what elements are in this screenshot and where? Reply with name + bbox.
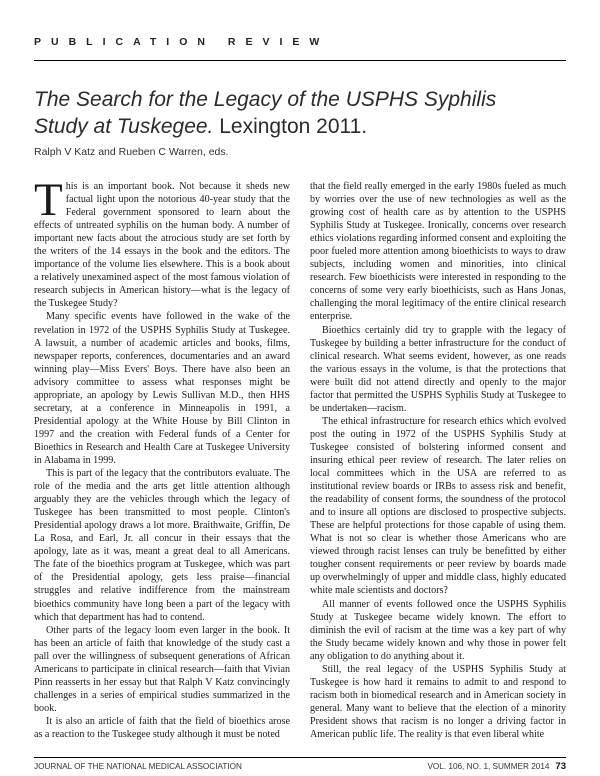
section-label: PUBLICATION REVIEW <box>34 36 330 48</box>
drop-cap: T <box>34 174 63 226</box>
header-rule <box>34 60 566 61</box>
body-paragraph: It is also an article of faith that the field of bioethics arose as a reaction to the Tuskegee study although it must be noted <box>34 715 290 740</box>
article-authors: Ralph V Katz and Rueben C Warren, eds. <box>34 146 229 158</box>
body-paragraph: This is part of the legacy that the contributors evaluate. The role of the media and the arts get little attention although arguably they are the vehicles through which the legacy of Tuskegee has been transmitted to most people. Clinton's Presidential apology draws a lot more. Braithwaite, Griffin, De La Rosa, and Earl, Jr. all concur in their essays that the apology, late as it was, meant a great deal to all Americans. The fate of the bioethics program at Tuskegee, which was part of the Presidential apology, gets less praise—financial struggles and relative indifference from the mainstream bioethics community have long been a part of the legacy with which that department has had to contend. <box>34 468 290 623</box>
body-paragraph: Many specific events have followed in the wake of the revelation in 1972 of the USPHS Syphilis Study at Tuskegee. A lawsuit, a number of academic articles and books, films, newspaper reports, conferences, documentaries and an award winning play—Miss Evers' Boys. There have also been an advisory committee to assess what responses might be appropriate, an apology by Lewis Sullivan M.D., then HHS secretary, at a conference in Minneapolis in 1991, a Presidential apology at the White House by Bill Clinton in 1997 and the creation with Federal funds of a Center for Bioethics in Research and Health Care at Tuskegee University in Alabama in 1999. <box>34 311 290 466</box>
footer-rule <box>34 757 566 758</box>
body-paragraph <box>34 174 290 310</box>
body-paragraph: Still, the real legacy of the USPHS Syphilis Study at Tuskegee is how hard it remains to admit to and respond to racism both in biomedical research and in American society in general. Many want to believe that the election of a minority President shows that racism is no longer a driving factor in American public life. The reality is that even liberal white <box>310 663 566 740</box>
body-paragraph: that the field really emerged in the early 1980s fueled as much by worries over the use of new technologies as well as the growing cost of health care as by attention to the USPHS Syphilis Study at Tuskegee. Ironically, concerns over research ethics violations regarding informed consent and exploiting the poor fueled more attention among bioethicists to ways to draw subjects, including women and minorities, into clinical research. Few bioethicists were interested in responding to the concerns of some very early bioethicists, such as Hans Jonas, challenging the moral legitimacy of the entire clinical research enterprise. <box>310 181 566 323</box>
page-number: 73 <box>555 761 566 772</box>
footer-issue-info <box>427 761 566 772</box>
body-paragraph: Bioethics certainly did try to grapple with the legacy of Tuskegee by building a better infrastructure for the conduct of clinical research. What seems evident, however, as one reads the various essays in the volume, is that the protections that were built did not attend directly and openly to the major factor that permitted the USPHS Syphilis Study at Tuskegee to be undertaken—racism. <box>310 324 566 414</box>
article-title <box>34 86 554 140</box>
body-paragraph: Other parts of the legacy loom even larger in the book. It has been an article of faith that knowledge of the study cast a pall over the willingness of subsequent generations of African Americans to participate in clinical research—faith that Vivian Pinn reasserts in her essay but that Ralph V Katz convincingly challenges in a series of empirical studies summarized in the book. <box>34 624 290 714</box>
body-paragraph: The ethical infrastructure for research ethics which evolved post the outing in 1972 of the USPHS Syphilis Study at Tuskegee consisted of bolstering informed consent and insuring ethical peer review of research. The later relies on local committees which in the USA are referred to as institutional review boards or IRBs to assess risk and benefit, the readability of consent forms, the soundness of the protocol and to insure all options are disclosed to prospective subjects. These are helpful protections for those capable of using them. What is not so clear is whether those Americans who are viewed through racist lenses can truly be benefitted by either tougher consent requirements or peer review by boards made up overwhelmingly of upper and middle class, highly educated white male scientists and doctors? <box>310 415 566 597</box>
article-title-rest: Lexington 2011. <box>213 115 368 138</box>
body-column-left <box>34 174 290 741</box>
paragraph-text: his is an important book. Not because it sheds new factual light upon the notorious 40-year study that the Federal government sponsored to learn about the effects of untreated syphilis on the human body. A number of important new facts about the atrocious study are set forth by the writers of the 14 essays in the book and the editors. The importance of the volume lies elsewhere. This is a book about a relatively unexamined aspect of the most famous violation of research subjects in American history—what is the legacy of the Tuskegee Study? <box>34 181 290 310</box>
article-title-italic: The Search for the Legacy of the USPHS Syphilis Study at Tuskegee. <box>34 88 497 138</box>
footer-journal-name: JOURNAL OF THE NATIONAL MEDICAL ASSOCIATION <box>34 762 242 771</box>
footer-issue: VOL. 106, NO. 1, SUMMER 2014 <box>427 762 550 771</box>
body-column-right <box>310 180 566 741</box>
body-paragraph: All manner of events followed once the USPHS Syphilis Study at Tuskegee became widely known. The effort to diminish the evil of racism at the time was a key part of why the Study became widely known and why those in power felt any obligation to do anything about it. <box>310 598 566 662</box>
